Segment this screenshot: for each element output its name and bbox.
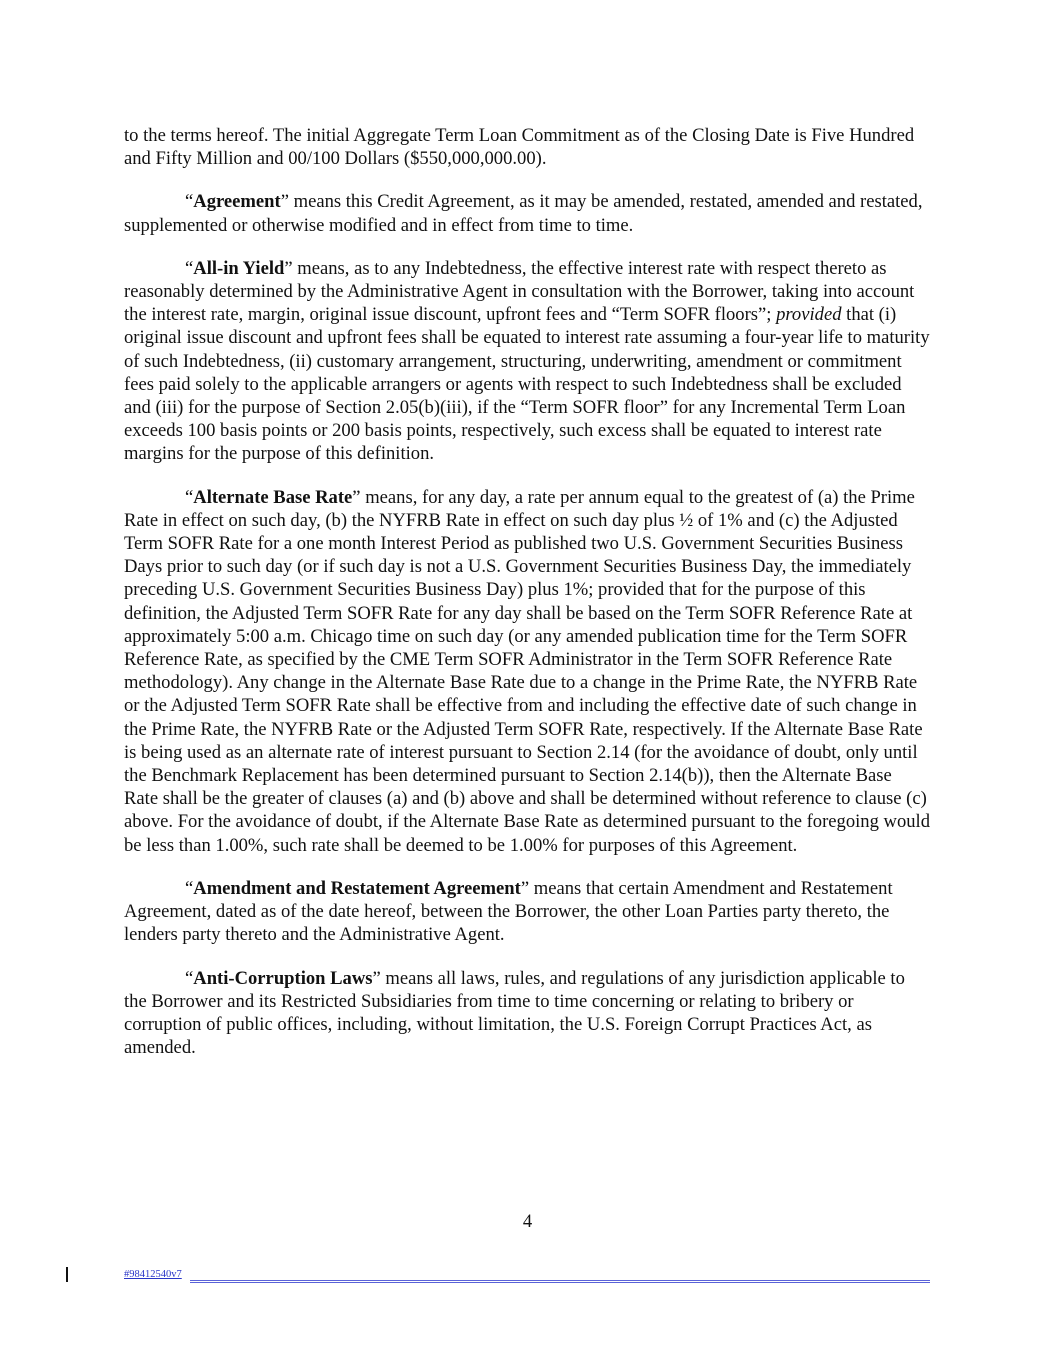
open-quote: “ [185,257,194,279]
open-quote: “ [185,486,194,508]
definition-text: means, for any day, a rate per annum equal to the greatest of (a) the Prime Rate in effect on such day, (b) the NYFRB Rate in effect on such day plus ½ of 1% and (c) the Adjusted Term SOFR Rate for a one month Interest Period as published two U.S. Government Securities Business Days prior to such day (or if such day is not a U.S. Government Securities Business Day, the immediately preceding U.S. Government Securities Business Day) plus 1%; provided that for the purpose of this definition, the Adjusted Term SOFR Rate for any day shall be based on the Term SOFR Reference Rate at approximately 5:00 a.m. Chicago time on such day (or any amended publication time for the Term SOFR Reference Rate, as specified by the CME Term SOFR Administrator in the Term SOFR Reference Rate methodology). Any change in the Alternate Base Rate due to a change in the Prime Rate, the NYFRB Rate or the Adjusted Term SOFR Rate shall be effective from and including the effective date of such change in the Prime Rate, the NYFRB Rate or the Adjusted Term SOFR Rate, respectively. If the Alternate Base Rate is being used as an alternate rate of interest pursuant to Section 2.14 (for the avoidance of doubt, only until the Benchmark Replacement has been determined pursuant to Section 2.14(b)), then the Alternate Base Rate shall be the greater of clauses (a) and (b) above and shall be determined without reference to clause (c) above. For the avoidance of doubt, if the Alternate Base Rate as determined pursuant to the foregoing would be less than 1.00%, such rate shall be deemed to be 1.00% for purposes of this Agreement. [124,486,931,856]
close-quote: ” [520,877,530,899]
close-quote: ” [284,257,293,279]
definition-alternate-base-rate [124,486,930,857]
open-quote: “ [185,191,194,213]
definition-text: means, as to any Indebtedness, the effective interest rate with respect thereto as reasonably determined by the Administrative Agent in consultation with the Borrower, taking into account the interest rate, margin, original issue discount, upfront fees and “Term SOFR floors”; [124,257,915,326]
defined-term: Agreement [193,191,281,213]
defined-term: All-in Yield [193,257,285,279]
definition-text: means this Credit Agreement, as it may be amended, restated, amended and restated, supplemented or otherwise modified and in effect from time to time. [124,191,923,236]
close-quote: ” [372,967,381,989]
footer-document-id: #98412540v7 [124,1269,182,1280]
footer-rule [190,1280,930,1283]
definition-text: means that certain Amendment and Restatement Agreement, dated as of the date hereof, between the Borrower, the other Loan Parties party thereto, the lenders party thereto and the Administrative Agent. [124,877,893,946]
defined-term: Amendment and Restatement Agreement [193,877,521,899]
defined-term: Alternate Base Rate [193,486,353,508]
definition-agreement [124,190,930,236]
revision-change-bar [66,1267,68,1282]
defined-term: Anti-Corruption Laws [193,967,373,989]
document-body [124,124,930,1079]
open-quote: “ [185,877,194,899]
definition-anti-corruption-laws [124,967,930,1060]
paragraph-continuation [124,124,930,170]
definition-text-continued: that (i) original issue discount and upfront fees shall be equated to interest rate assuming a four-year life to maturity of such Indebtedness, (ii) customary arrangement, structuring, underwriting, amendment or commitment fees paid solely to the applicable arrangers or agents with respect to such Indebtedness shall be excluded and (iii) for the purpose of Section 2.05(b)(iii), if the “Term SOFR floor” for any Incremental Term Loan exceeds 100 basis points or 200 basis points, respectively, such excess shall be equated to interest rate margins for the purpose of this definition. [124,304,930,465]
close-quote: ” [280,191,289,213]
paragraph-text: to the terms hereof. The initial Aggregate Term Loan Commitment as of the Closing Date is Five Hundred and Fifty Million and 00/100 Dollars ($550,000,000.00). [124,125,915,170]
definition-text: means all laws, rules, and regulations of any jurisdiction applicable to the Borrower and its Restricted Subsidiaries from time to time concerning or relating to bribery or corruption of public offices, including, without limitation, the U.S. Foreign Corrupt Practices Act, as amended. [124,967,905,1059]
italic-provided: provided [776,304,842,326]
open-quote: “ [185,967,194,989]
close-quote: ” [352,486,361,508]
definition-amendment-and-restatement-agreement [124,877,930,947]
page-number: 4 [522,1211,533,1232]
definition-all-in-yield [124,257,930,466]
